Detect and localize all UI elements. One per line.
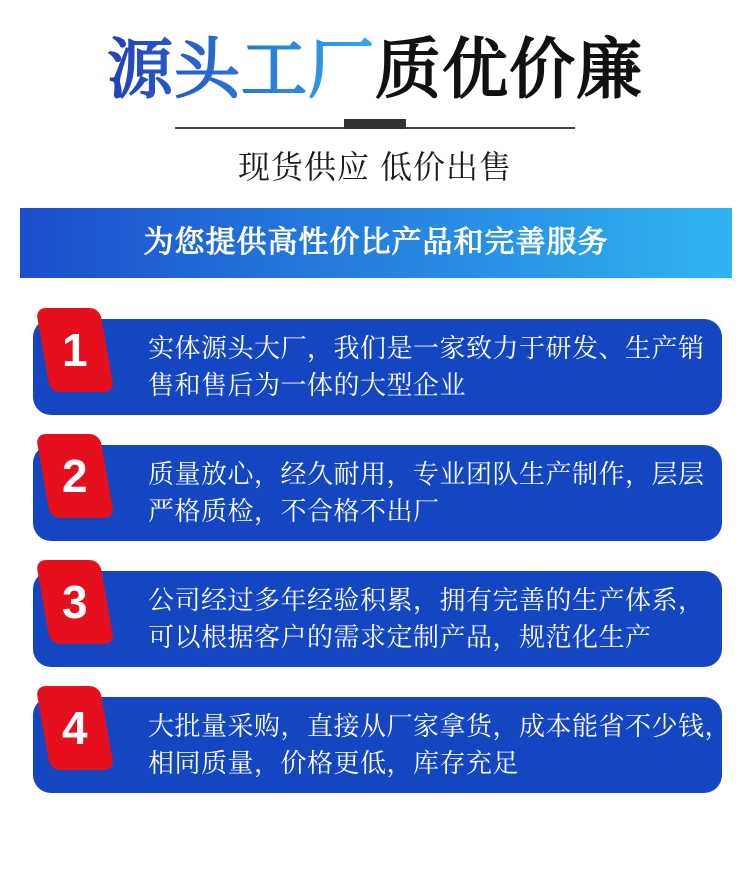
benefit-text-line: 大批量采购，直接从厂家拿货，成本能省不少钱， xyxy=(148,711,732,741)
page-title-highlight: 源头工厂 xyxy=(107,32,375,106)
benefit-list xyxy=(0,319,750,793)
benefit-text-line: 售和售后为一体的大型企业 xyxy=(148,370,467,400)
benefit-text-line: 实体源头大厂，我们是一家致力于研发、生产销 xyxy=(148,333,705,363)
benefit-box xyxy=(33,571,722,667)
page-title-rest: 质优价廉 xyxy=(375,32,643,106)
gradient-banner: 为您提供高性价比产品和完善服务 xyxy=(20,208,732,278)
promo-page xyxy=(0,32,750,890)
benefit-text-line: 严格质检，不合格不出厂 xyxy=(148,496,440,526)
benefit-text-line: 公司经过多年经验积累，拥有完善的生产体系， xyxy=(148,585,705,615)
benefit-item-2 xyxy=(33,445,722,541)
benefit-item-4 xyxy=(33,697,732,793)
page-subtitle: 现货供应 低价出售 xyxy=(238,149,512,185)
divider-thick-mark xyxy=(344,119,406,129)
badge-number: 2 xyxy=(62,450,88,502)
benefit-item-3 xyxy=(33,571,722,667)
benefit-text-line: 可以根据客户的需求定制产品，规范化生产 xyxy=(148,622,652,652)
benefit-item-1 xyxy=(33,319,722,415)
benefit-text-line: 质量放心，经久耐用，专业团队生产制作，层层 xyxy=(148,459,705,489)
badge-number: 1 xyxy=(62,324,88,376)
page-title xyxy=(0,32,750,106)
benefit-text-line: 相同质量，价格更低，库存充足 xyxy=(148,748,520,778)
badge-number: 3 xyxy=(62,576,88,628)
benefit-box xyxy=(33,319,722,415)
benefit-box xyxy=(33,445,722,541)
title-divider xyxy=(175,119,575,129)
badge-number: 4 xyxy=(62,702,88,754)
benefit-box xyxy=(33,697,732,793)
